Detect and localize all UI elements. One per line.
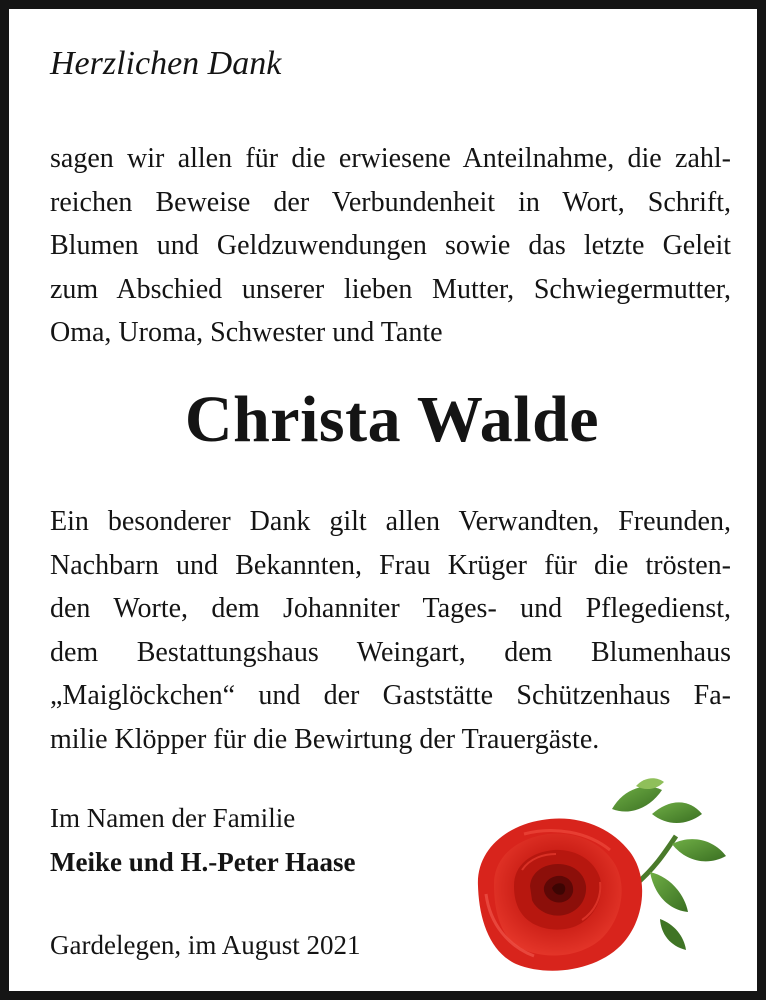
thanks-line: Nachbarn und Bekannten, Frau Krüger für die trösten- — [50, 549, 731, 581]
deceased-name: Christa Walde — [184, 383, 600, 456]
thanks-paragraph — [50, 500, 731, 762]
thanks-line: dem Bestattungshaus Weingart, dem Blumenhaus — [50, 636, 731, 668]
intro-line: reichen Beweise der Verbundenheit in Wort, Schrift, — [50, 186, 731, 218]
place-date: Gardelegen, im August 2021 — [50, 930, 361, 960]
signature-intro: Im Namen der Familie — [50, 803, 296, 833]
intro-line: zum Abschied unserer lieben Mutter, Schwiegermutter, — [50, 273, 731, 305]
thanks-line: den Worte, dem Johanniter Tages- und Pflegedienst, — [50, 593, 731, 625]
intro-paragraph — [50, 137, 731, 355]
notice-heading: Herzlichen Dank — [50, 45, 282, 82]
signature-names: Meike und H.-Peter Haase — [50, 847, 356, 877]
thanks-line: milie Klöpper für die Bewirtung der Trauergäste. — [50, 723, 600, 755]
red-rose-icon — [464, 774, 734, 979]
intro-line: Oma, Uroma, Schwester und Tante — [50, 317, 443, 349]
intro-line: Blumen und Geldzuwendungen sowie das letzte Geleit — [50, 230, 731, 262]
thanks-line: „Maiglöckchen“ und der Gaststätte Schützenhaus Fa- — [50, 680, 731, 712]
thanks-line: Ein besonderer Dank gilt allen Verwandten, Freunden, — [50, 506, 731, 537]
intro-line: sagen wir allen für die erwiesene Anteilnahme, die zahl- — [50, 143, 731, 174]
